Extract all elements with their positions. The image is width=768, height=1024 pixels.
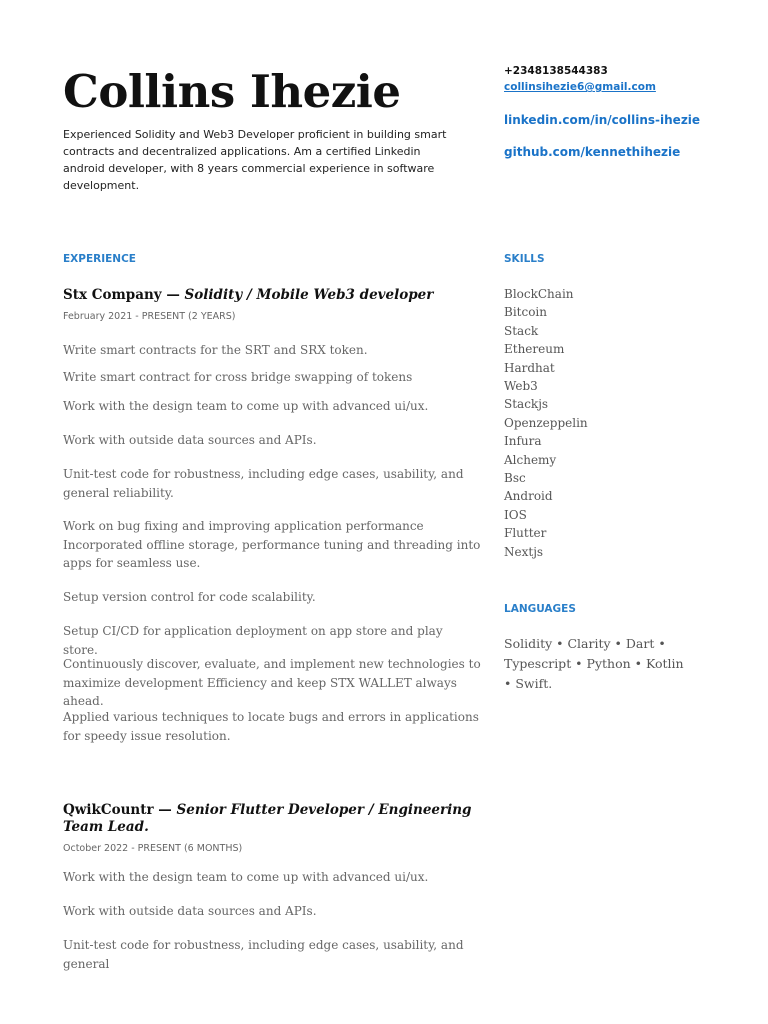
job-role: Senior Flutter Developer / Engineering Team Lead. [63, 802, 472, 835]
experience-heading: EXPERIENCE [63, 253, 136, 265]
skill-item: Bsc [504, 471, 526, 486]
job-separator: — [161, 287, 185, 303]
job-bullet: Applied various techniques to locate bugs and errors in applications for speedy issue resolution. [63, 710, 479, 743]
job-bullet: Unit-test code for robustness, including edge cases, usability, and general [63, 938, 464, 971]
job-bullet: Work on bug fixing and improving application performance Incorporated offline storage, performance tuning and threading into apps for seamless use. [63, 519, 481, 570]
github-link[interactable]: github.com/kennethihezie [504, 145, 681, 159]
skill-item: Alchemy [504, 452, 557, 467]
candidate-name: Collins Ihezie [63, 65, 401, 118]
skill-item: Ethereum [504, 342, 565, 357]
job-company: Stx Company [63, 287, 162, 303]
job-bullet: Work with the design team to come up with advanced ui/ux. [63, 399, 429, 413]
skill-item: Infura [504, 434, 542, 449]
skill-item: Bitcoin [504, 305, 547, 320]
skill-item: Nextjs [504, 544, 544, 559]
linkedin-link[interactable]: linkedin.com/in/collins-ihezie [504, 113, 701, 127]
job-date: February 2021 - PRESENT (2 YEARS) [63, 311, 236, 322]
job-bullet: Work with outside data sources and APIs. [63, 904, 317, 918]
skill-item: Flutter [504, 526, 547, 541]
skill-item: Hardhat [504, 360, 555, 375]
languages-list: Solidity • Clarity • Dart • Typescript • Python • Kotlin • Swift. [504, 636, 684, 691]
job-date: October 2022 - PRESENT (6 MONTHS) [63, 843, 243, 854]
job-bullet: Work with outside data sources and APIs. [63, 433, 317, 447]
job-company: QwikCountr [63, 802, 154, 818]
job-bullet: Setup version control for code scalability. [63, 590, 316, 604]
email-link[interactable]: collinsihezie6@gmail.com [504, 81, 656, 93]
skill-item: IOS [504, 507, 527, 522]
skill-item: Web3 [504, 379, 538, 394]
skills-list [504, 285, 588, 561]
contact-block [504, 64, 754, 160]
job-bullet: Work with the design team to come up with advanced ui/ux. [63, 870, 429, 884]
languages-heading: LANGUAGES [504, 603, 576, 615]
job-bullet: Setup CI/CD for application deployment on app store and play store. [63, 624, 443, 657]
job-bullet: Continuously discover, evaluate, and implement new technologies to maximize development Efficiency and keep STX WALLET always ahead. [63, 657, 481, 708]
skill-item: Openzeppelin [504, 415, 588, 430]
skill-item: Android [504, 489, 553, 504]
job-title [63, 802, 473, 836]
skills-heading: SKILLS [504, 253, 545, 265]
skill-item: Stackjs [504, 397, 549, 412]
job-bullet: Write smart contracts for the SRT and SRX token. [63, 343, 368, 357]
phone-number: +2348138544383 [504, 65, 608, 77]
job-role: Solidity / Mobile Web3 developer [184, 287, 434, 303]
job-title [63, 287, 473, 304]
job-bullet: Unit-test code for robustness, including edge cases, usability, and general reliability. [63, 467, 464, 500]
profile-summary: Experienced Solidity and Web3 Developer proficient in building smart contracts and decentralized applications. Am a certified Linkedin android developer, with 8 years commercial experience in software development. [63, 128, 447, 192]
skill-item: BlockChain [504, 287, 574, 301]
job-separator: — [153, 802, 177, 818]
skill-item: Stack [504, 323, 539, 338]
job-bullet: Write smart contract for cross bridge swapping of tokens [63, 370, 413, 384]
